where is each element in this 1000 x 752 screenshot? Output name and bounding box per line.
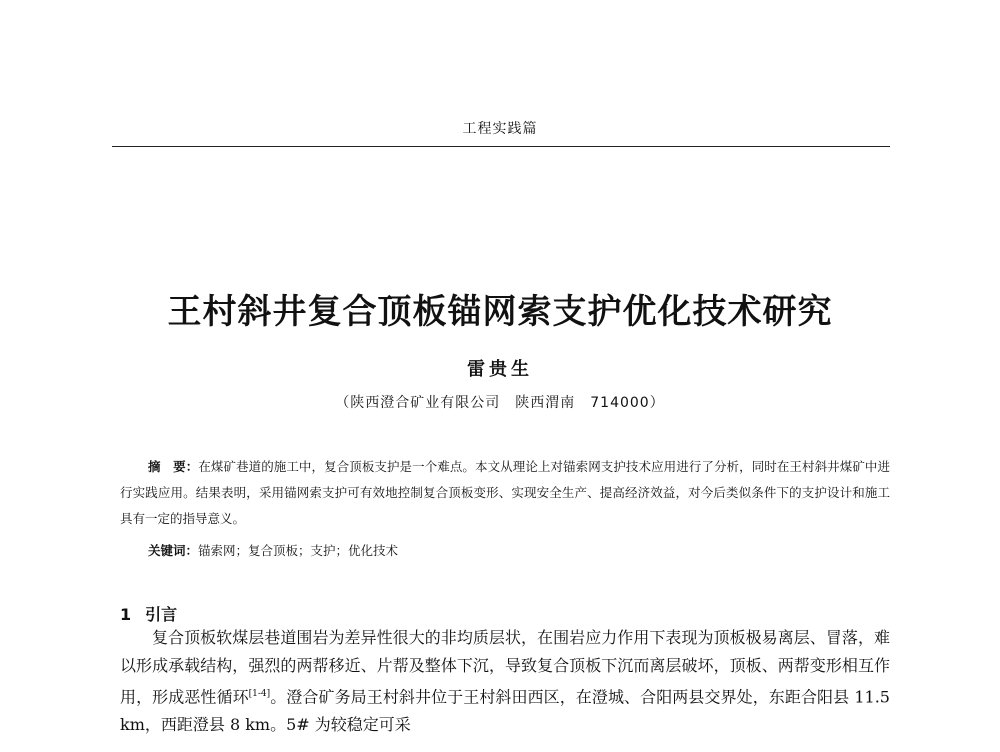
citation-ref: [1-4] bbox=[248, 689, 271, 699]
body-paragraph bbox=[120, 624, 890, 739]
paper-title: 王村斜井复合顶板锚网索支护优化技术研究 bbox=[167, 292, 833, 332]
running-head: 工程实践篇 bbox=[462, 121, 538, 137]
abstract bbox=[120, 454, 890, 532]
body-text-part-2: 。澄合矿务局王村斜井位于王村斜田西区，在澄城、合阳两县交界处，东距合阳县 11.5 km，西距澄县 8 km。5# 为较稳定可采 bbox=[120, 687, 890, 735]
keywords-text: 锚索网；复合顶板；支护；优化技术 bbox=[198, 543, 399, 558]
body-text-part-1: 复合顶板软煤层巷道围岩为差异性很大的非均质层状，在围岩应力作用下表现为顶板极易离层、冒落，难以形成承载结构，强烈的两帮移近、片帮及整体下沉，导致复合顶板下沉而离层破坏，顶板、两帮变形相互作用，形成恶性循环 bbox=[120, 628, 890, 707]
section-number: 1 bbox=[120, 605, 132, 624]
header-rule bbox=[112, 146, 890, 147]
keywords bbox=[148, 541, 890, 561]
abstract-text: 在煤矿巷道的施工中，复合顶板支护是一个难点。本文从理论上对锚索网支护技术应用进行了分析，同时在王村斜井煤矿中进行实践应用。结果表明，采用锚网索支护可有效地控制复合顶板变形、实现安全生产、提高经济效益，对今后类似条件下的支护设计和施工具有一定的指导意义。 bbox=[120, 459, 890, 526]
keywords-label: 关键词： bbox=[148, 543, 199, 558]
section-heading bbox=[120, 602, 177, 625]
section-title: 引言 bbox=[145, 605, 178, 624]
author-name: 雷贵生 bbox=[467, 359, 533, 380]
author-affiliation: （陕西澄合矿业有限公司 陕西渭南 714000） bbox=[335, 395, 665, 411]
abstract-label: 摘 要： bbox=[148, 459, 199, 474]
